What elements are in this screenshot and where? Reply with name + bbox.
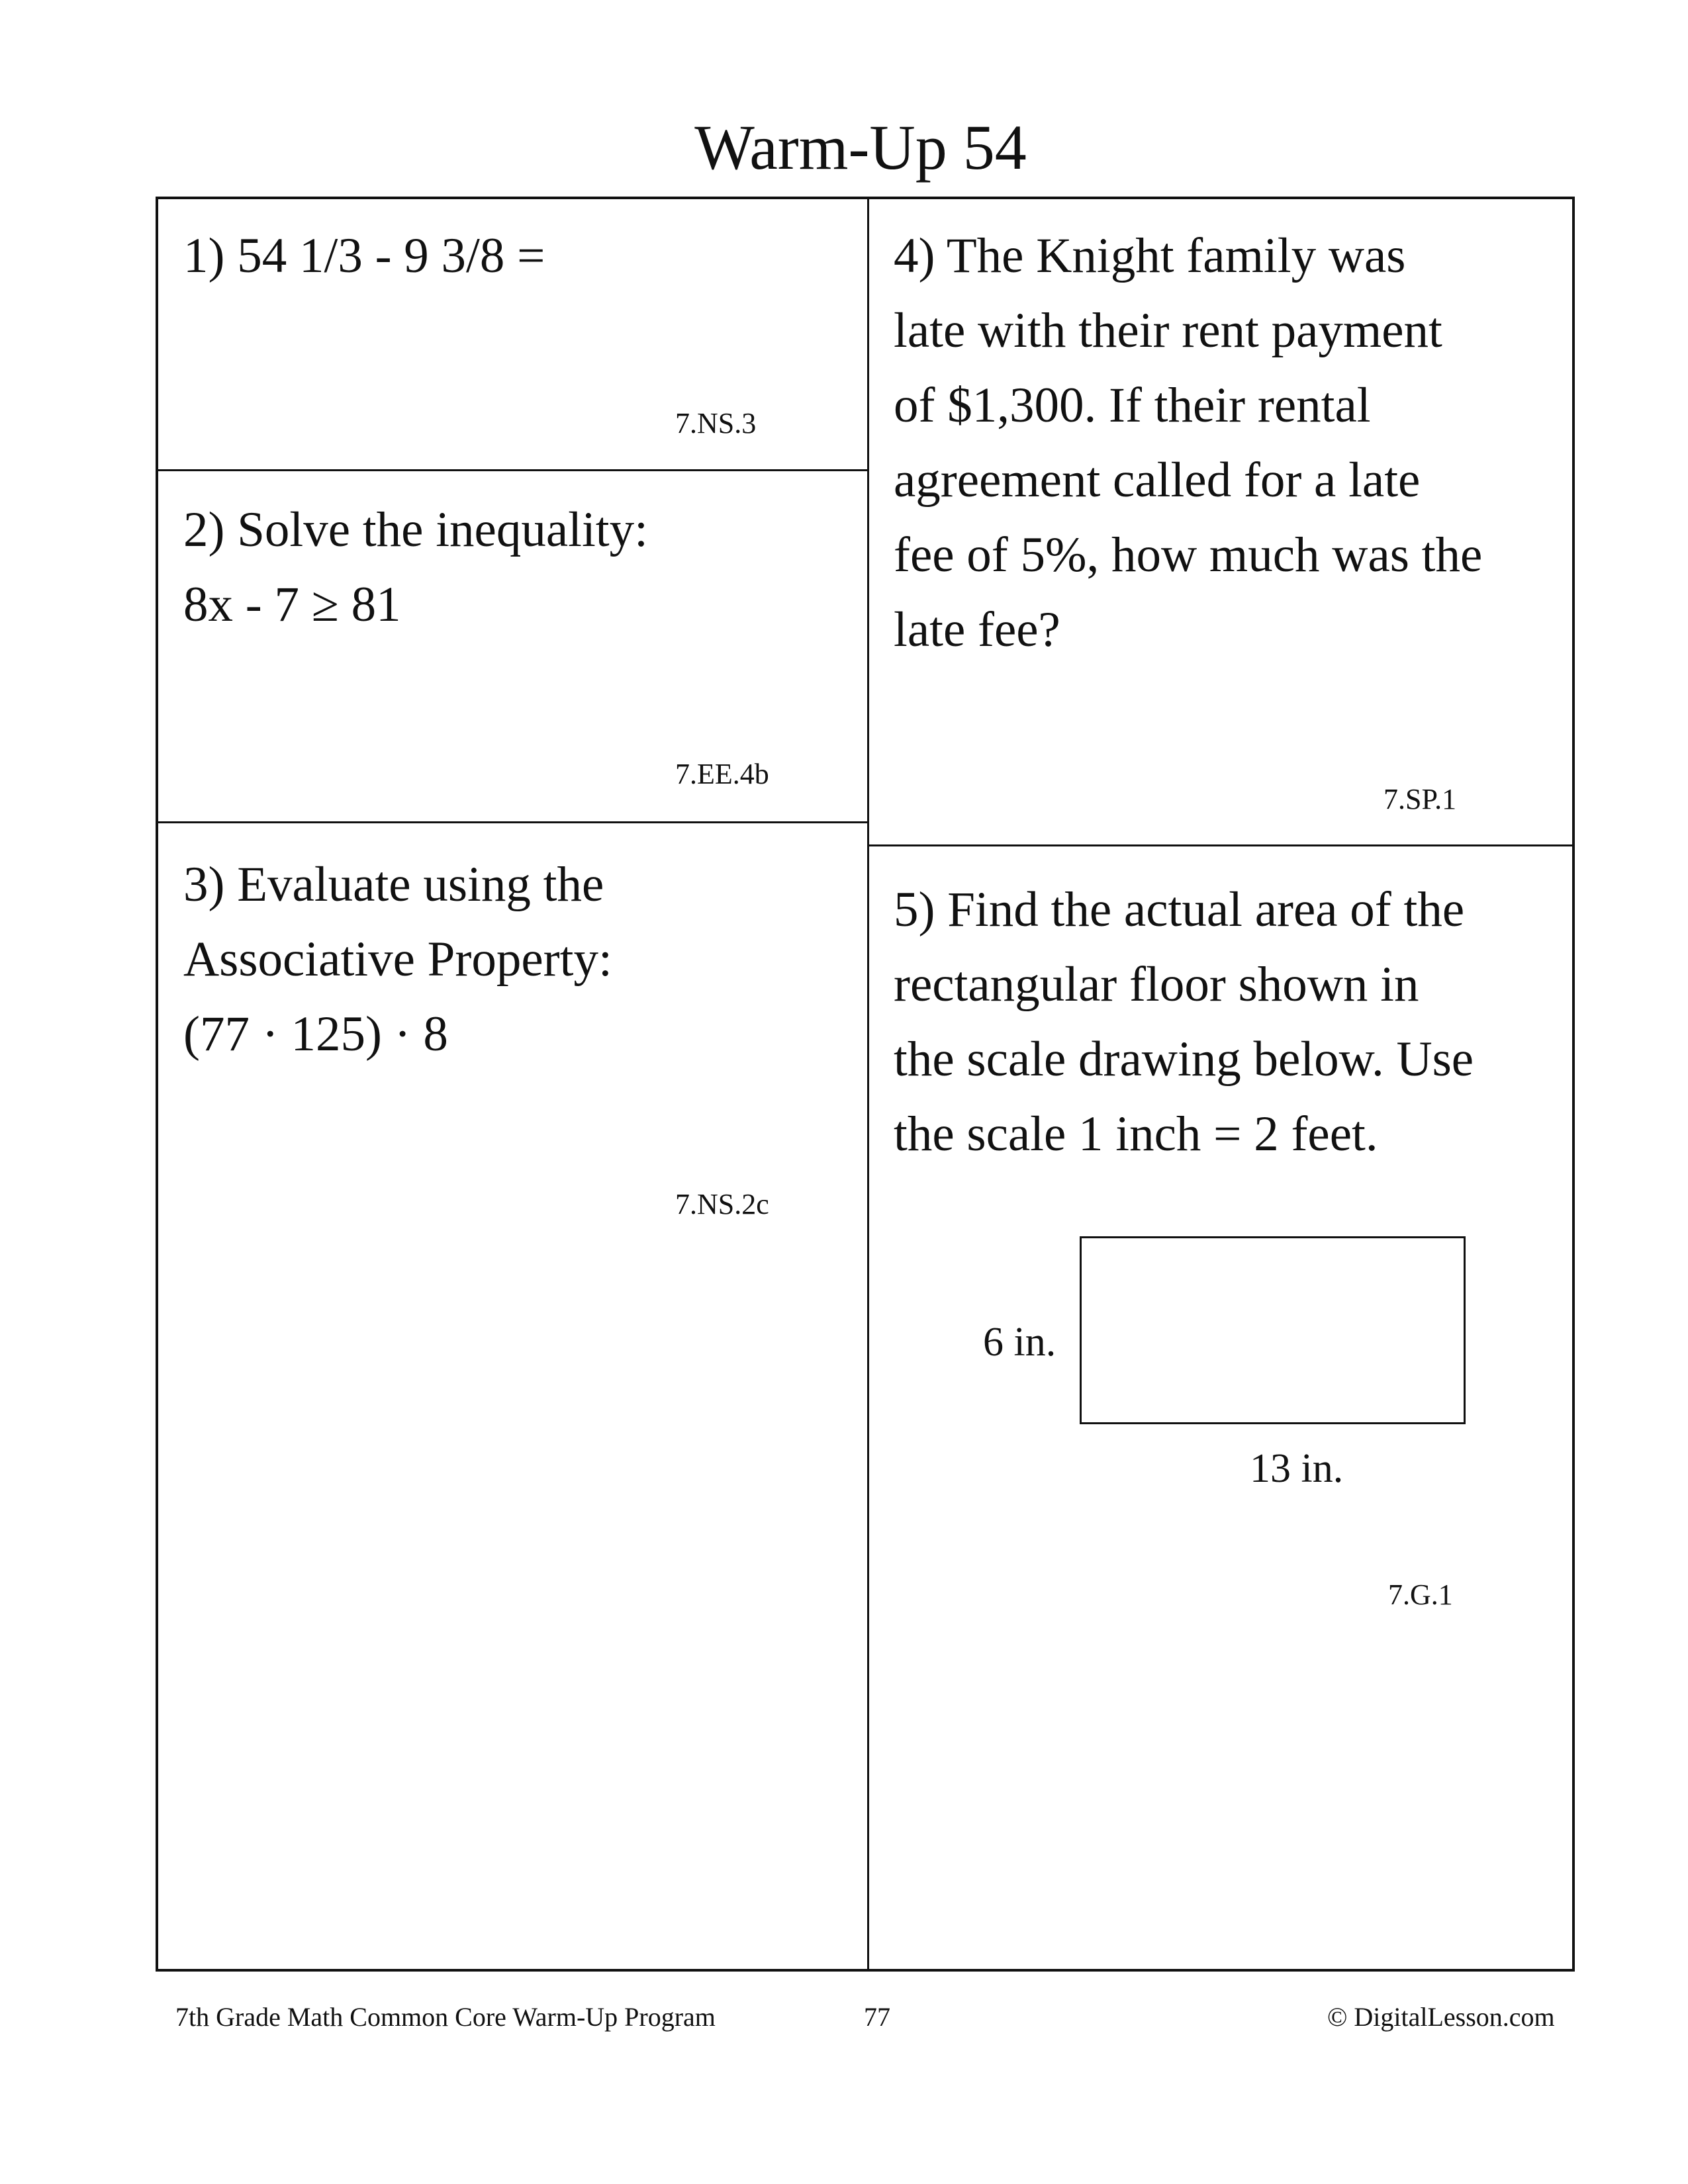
problem-4-line: late with their rent payment xyxy=(894,303,1442,358)
page-title: Warm-Up 54 xyxy=(694,112,1027,183)
rectangle-width-label: 13 in. xyxy=(1250,1446,1344,1491)
problem-2-standard: 7.EE.4b xyxy=(675,758,769,790)
problem-4-line: fee of 5%, how much was the xyxy=(894,527,1483,582)
problem-4-line: agreement called for a late xyxy=(894,453,1421,508)
problem-1-line: 1) 54 1/3 - 9 3/8 = xyxy=(183,228,545,283)
problem-3 xyxy=(183,847,612,1071)
problem-4 xyxy=(894,218,1482,667)
divider-p4-p5 xyxy=(867,844,1575,846)
column-divider xyxy=(867,199,869,1969)
problem-4-line: 4) The Knight family was xyxy=(894,228,1406,283)
footer-program-name: 7th Grade Math Common Core Warm-Up Program xyxy=(175,2002,716,2032)
problem-4-line: late fee? xyxy=(894,602,1060,657)
problem-3-line: Associative Property: xyxy=(183,932,612,987)
problem-1-standard: 7.NS.3 xyxy=(675,407,757,439)
footer-copyright: © DigitalLesson.com xyxy=(1327,2002,1555,2032)
problem-5-line: rectangular floor shown in xyxy=(894,957,1419,1012)
problem-5 xyxy=(894,872,1474,1171)
problem-1 xyxy=(183,218,545,293)
problem-5-standard: 7.G.1 xyxy=(1388,1578,1453,1611)
divider-p2-p3 xyxy=(158,821,867,823)
problem-4-standard: 7.SP.1 xyxy=(1383,783,1457,815)
problem-2 xyxy=(183,492,648,642)
problem-3-line: 3) Evaluate using the xyxy=(183,857,604,912)
problem-5-line: the scale drawing below. Use xyxy=(894,1032,1474,1087)
problem-4-line: of $1,300. If their rental xyxy=(894,378,1371,433)
problem-2-line: 2) Solve the inequality: xyxy=(183,502,648,557)
rectangle-height-label: 6 in. xyxy=(983,1320,1056,1365)
problem-3-standard: 7.NS.2c xyxy=(675,1188,769,1220)
problem-5-line: the scale 1 inch = 2 feet. xyxy=(894,1107,1378,1161)
problem-5-line: 5) Find the actual area of the xyxy=(894,882,1465,937)
problem-3-line: (77 · 125) · 8 xyxy=(183,1007,448,1062)
footer-page-number: 77 xyxy=(864,2002,890,2032)
divider-p1-p2 xyxy=(158,469,867,471)
scale-drawing-rectangle xyxy=(1080,1236,1466,1424)
problem-2-line: 8x - 7 ≥ 81 xyxy=(183,577,401,632)
